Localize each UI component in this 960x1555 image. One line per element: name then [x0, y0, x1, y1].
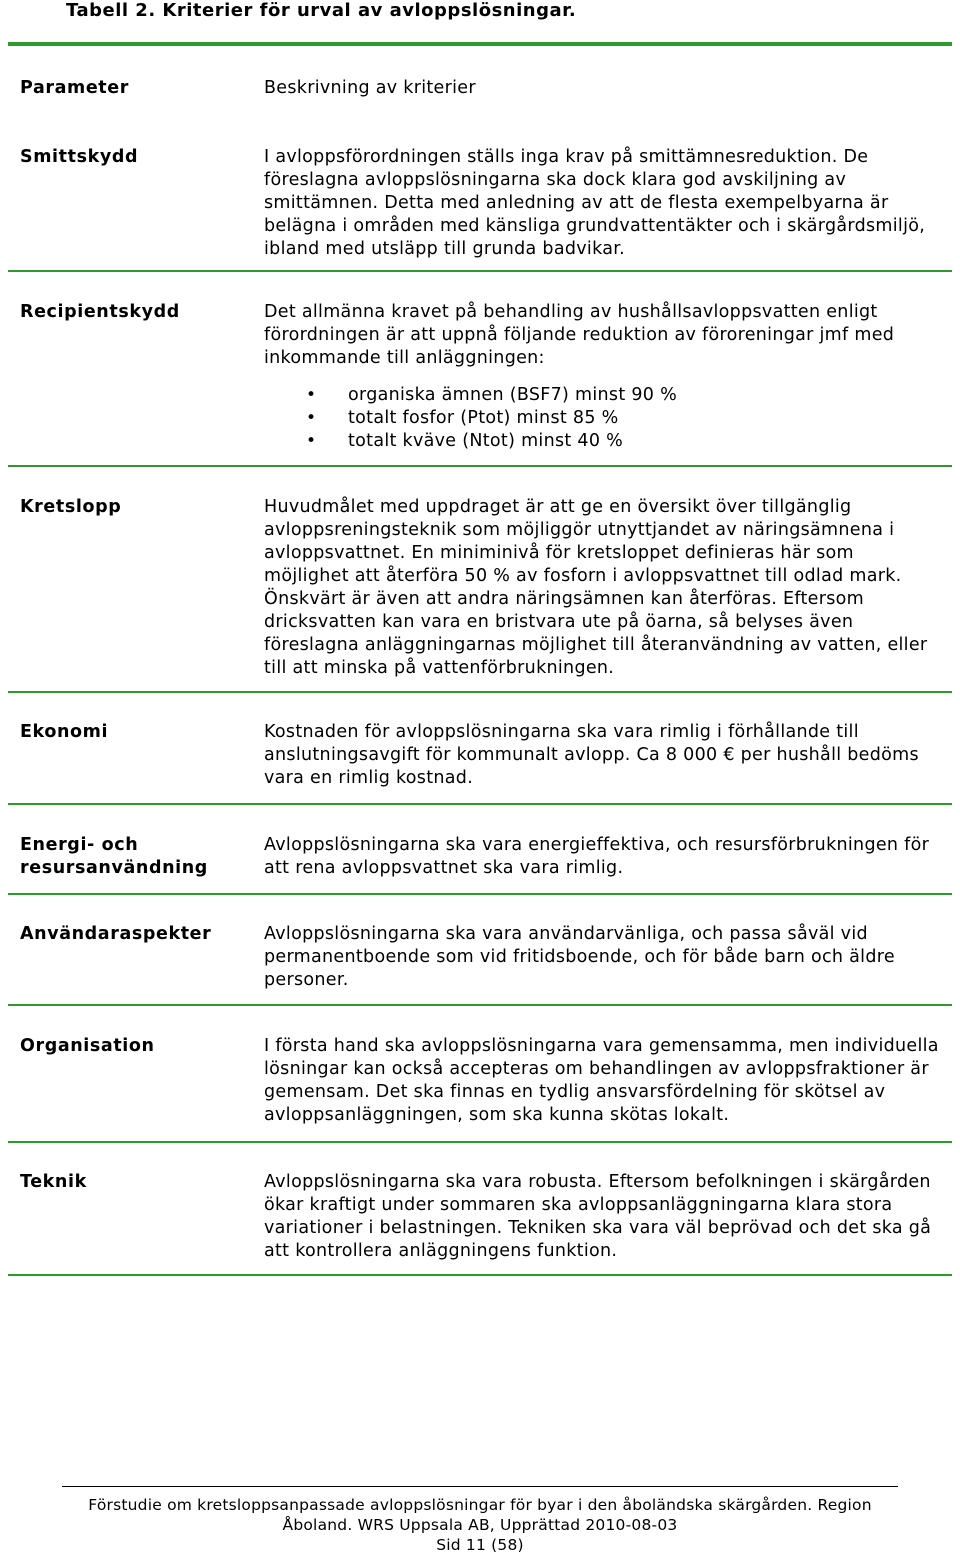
list-item	[264, 407, 944, 430]
table-caption: Tabell 2. Kriterier för urval av avloppslösningar.	[66, 0, 577, 21]
row-parameter: Organisation	[20, 1036, 155, 1056]
row-parameter: Ekonomi	[20, 722, 109, 742]
list-item	[264, 384, 944, 407]
reduction-list	[264, 384, 944, 453]
row-description	[264, 146, 944, 261]
description-text: Avloppslösningarna ska vara energieffektiva, och resursförbrukningen för att rena avloppsvattnet ska vara rimlig.	[264, 835, 930, 878]
page-number: Sid 11 (58)	[436, 1536, 524, 1554]
criteria-table	[8, 42, 952, 1276]
row-description	[264, 923, 944, 992]
bullet-icon: •	[306, 408, 317, 428]
description-text: Avloppslösningarna ska vara robusta. Eftersom befolkningen i skärgården ökar kraftigt under sommaren ska avloppsanläggningarna klara stora variationer i belastningen. Tekniken ska vara väl beprövad och det ska gå att kontrollera anläggningens funktion.	[264, 1172, 932, 1261]
table-row	[8, 693, 952, 805]
row-parameter: Recipientskydd	[20, 302, 180, 322]
page-footer	[62, 1486, 898, 1555]
table-row	[8, 805, 952, 895]
list-item	[264, 430, 944, 453]
table-row	[8, 1143, 952, 1276]
description-text: Avloppslösningarna ska vara användarvänliga, och passa såväl vid permanentboende som vid fritidsboende, och för både barn och äldre personer.	[264, 924, 895, 990]
table-row	[8, 467, 952, 693]
table-header-row	[8, 46, 952, 119]
description-text: Det allmänna kravet på behandling av hushållsavloppsvatten enligt förordningen är att uppnå följande reduktion av föroreningar jmf med inkommande till anläggningen:	[264, 302, 895, 368]
row-description	[264, 1035, 944, 1127]
description-text: Kostnaden för avloppslösningarna ska vara rimlig i förhållande till anslutningsavgift för kommunalt avlopp. Ca 8 000 € per hushåll bedöms vara en rimlig kostnad.	[264, 722, 919, 788]
table-row	[8, 895, 952, 1006]
header-parameter: Parameter	[20, 78, 129, 98]
row-description	[264, 496, 944, 680]
description-text: I avloppsförordningen ställs inga krav på smittämnesreduktion. De föreslagna avloppslösningarna ska dock klara god avskiljning av smittämnen. Detta med anledning av att de flesta exempelbyarna är belägna i områden med känsliga grundvattentäkter och i skärgårdsmiljö, ibland med utsläpp till grunda badvikar.	[264, 147, 926, 259]
row-description	[264, 721, 944, 790]
list-item-text: totalt fosfor (Ptot) minst 85 %	[348, 408, 619, 428]
row-parameter: Smittskydd	[20, 147, 139, 167]
bullet-icon: •	[306, 431, 317, 451]
row-parameter: Teknik	[20, 1172, 87, 1192]
row-parameter: Kretslopp	[20, 497, 122, 517]
table-row	[8, 119, 952, 272]
header-description: Beskrivning av kriterier	[264, 78, 476, 98]
description-text: Huvudmålet med uppdraget är att ge en översikt över tillgänglig avloppsreningsteknik som möjliggör utnyttjandet av näringsämnena i avloppsvattnet. En miniminivå för kretsloppet definieras här som möjlighet att återföra 50 % av fosforn i avloppsvattnet till odlad mark. Önskvärt är även att andra näringsämnen kan återföras. Eftersom dricksvatten kan vara en bristvara ute på öarna, så belyses även föreslagna anläggningarnas möjlighet till återanvändning av vatten, eller till att minska på vattenförbrukningen.	[264, 497, 928, 678]
row-description	[264, 1171, 944, 1263]
list-item-text: totalt kväve (Ntot) minst 40 %	[348, 431, 624, 451]
bullet-icon: •	[306, 385, 317, 405]
footer-citation: Förstudie om kretsloppsanpassade avloppslösningar för byar i den åboländska skärgården. Region Åboland. WRS Uppsala AB, Upprättad 2010-08-03	[88, 1496, 872, 1534]
list-item-text: organiska ämnen (BSF7) minst 90 %	[348, 385, 678, 405]
table-row	[8, 272, 952, 467]
row-description	[264, 834, 944, 880]
row-description	[264, 301, 944, 453]
row-parameter: Användaraspekter	[20, 924, 212, 944]
table-row	[8, 1006, 952, 1143]
description-text: I första hand ska avloppslösningarna vara gemensamma, men individuella lösningar kan också accepteras om behandlingen av avloppsfraktioner är gemensam. Det ska finnas en tydlig ansvarsfördelning för skötsel av avloppsanläggningen, som ska kunna skötas lokalt.	[264, 1036, 939, 1125]
row-parameter: Energi- och resursanvändning	[20, 835, 208, 878]
